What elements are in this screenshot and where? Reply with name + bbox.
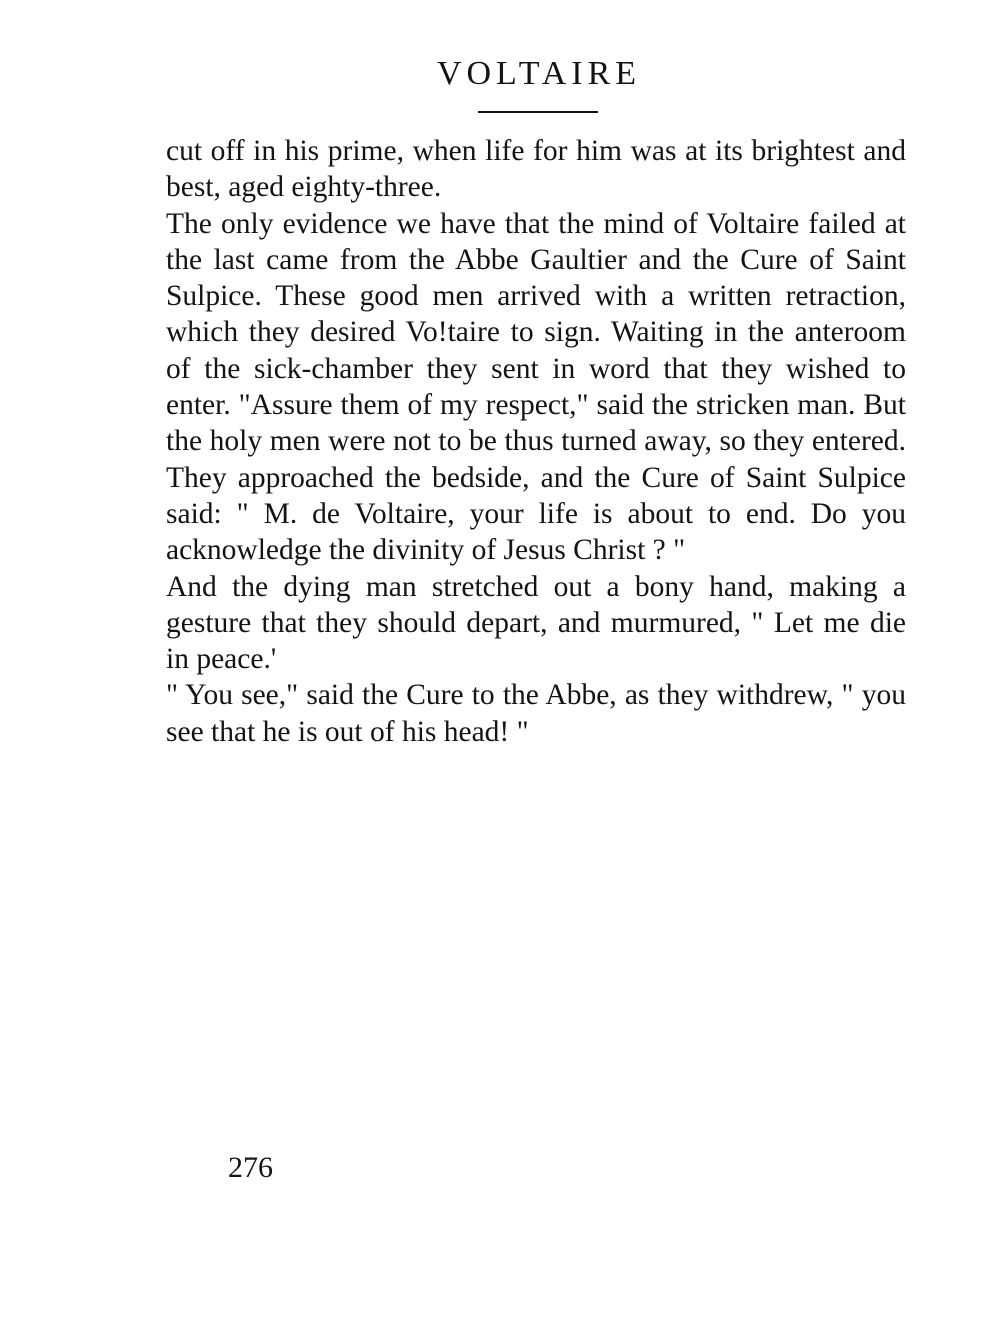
running-head-title: VOLTAIRE [436,55,642,92]
paragraph: And the dying man stretched out a bony hand, making a gesture that they should depart, and murmured, " Let me die in peace.' [166,570,906,676]
header-rule [478,111,598,113]
paragraph: cut off in his prime, when life for him was at its brightest and best, aged eighty-three. [166,135,906,204]
paragraph: " You see," said the Cure to the Abbe, as they withdrew, " you see that he is out of his head! " [166,679,906,748]
paragraph: The only evidence we have that the mind of Voltaire failed at the last came from the Abbe Gaultier and the Cure of Saint Sulpice. These good men arrived with a written retraction, which they desired Vo!taire to sign. Waiting in the anteroom of the sick-chamber they sent in word that they wished to enter. "Assure them of my respect," said the stricken man. But the holy men were not to be thus turned away, so they entered. They approached the bedside, and the Cure of Saint Sulpice said: " M. de Voltaire, your life is about to end. Do you acknowledge the divinity of Jesus Christ ? " [166,207,906,567]
body-text [166,133,906,750]
page-number: 276 [228,1151,273,1184]
